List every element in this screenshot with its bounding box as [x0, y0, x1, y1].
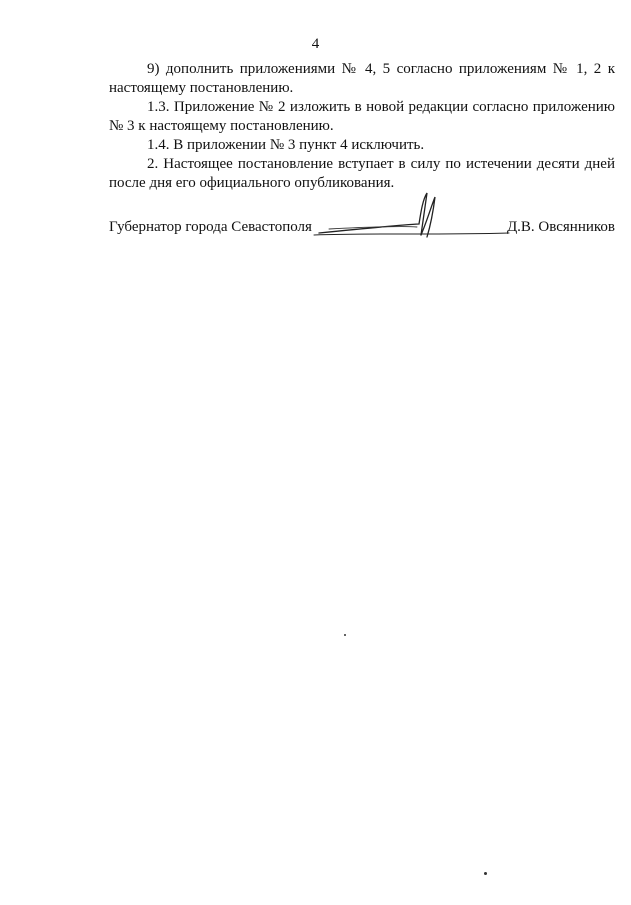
page-number: 4 [311, 36, 320, 52]
paragraph-2: 2. Настоящее постановление вступает в силу по истечении десяти дней после дня его официального опубликования. [109, 156, 615, 191]
handwritten-signature [309, 191, 519, 251]
document-body [109, 60, 615, 193]
scan-speck [484, 872, 487, 875]
signature-block [109, 219, 615, 249]
scan-speck [344, 634, 346, 636]
paragraph-1-3: 1.3. Приложение № 2 изложить в новой редакции согласно приложению № 3 к настоящему постановлению. [109, 99, 615, 134]
signatory-name: Д.В. Овсянников [506, 219, 615, 235]
signatory-title: Губернатор города Севастополя [109, 219, 312, 235]
paragraph-item-9: 9) дополнить приложениями № 4, 5 согласно приложениям № 1, 2 к настоящему постановлению. [109, 61, 615, 96]
paragraph-1-4: 1.4. В приложении № 3 пункт 4 исключить. [147, 137, 425, 153]
